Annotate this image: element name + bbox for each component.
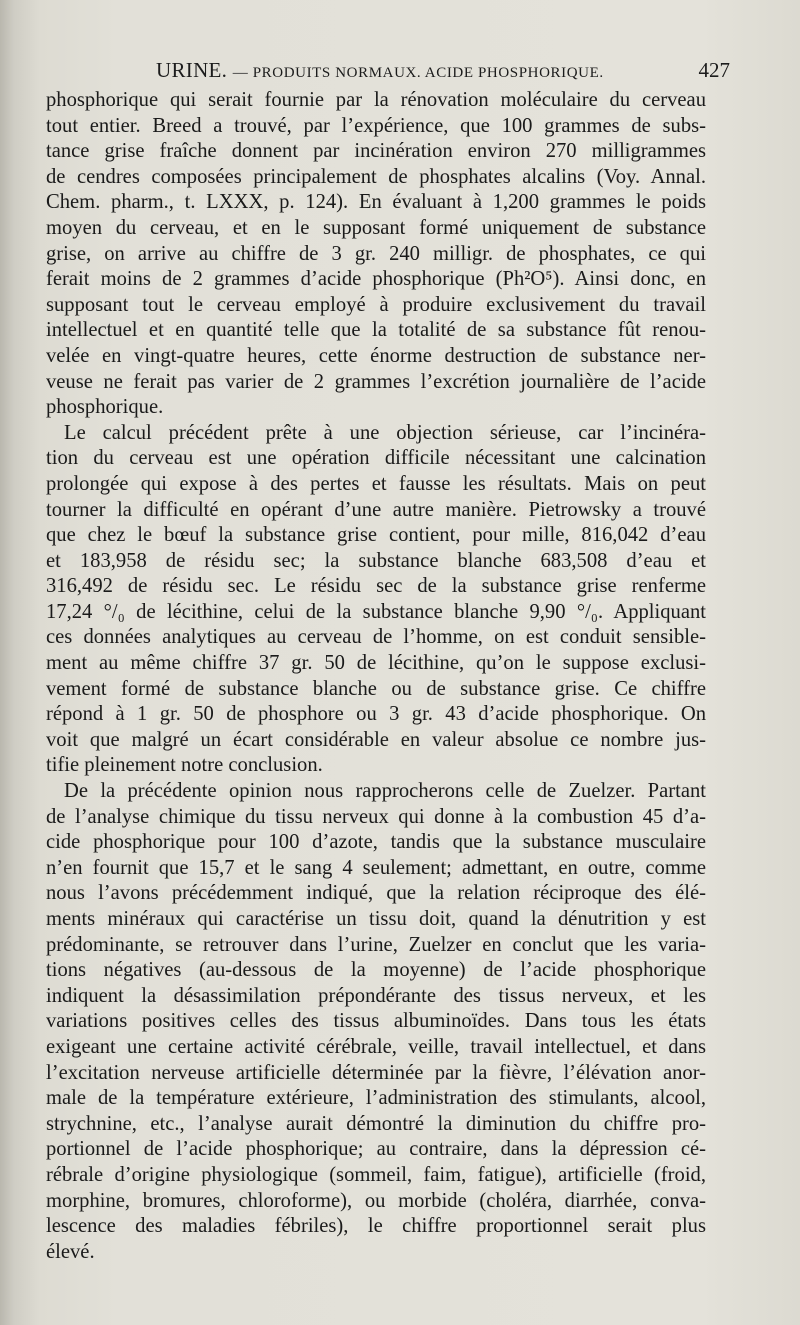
text-line: variations positives celles des tissus albuminoïdes. Dans tous les états — [46, 1010, 706, 1033]
text-line: ces données analytiques au cerveau de l’homme, on est conduit sensible- — [46, 626, 706, 649]
text-line: indiquent la désassimilation prépondérante des tissus nerveux, et les — [46, 984, 706, 1007]
text-line: veuse ne ferait pas varier de 2 grammes l’excrétion journalière de l’acide — [46, 370, 706, 393]
text-line: tion du cerveau est une opération difficile nécessitant une calcination — [46, 447, 706, 470]
text-line: prolongée qui expose à des pertes et fausse les résultats. Mais on peut — [46, 472, 706, 495]
text-line: tance grise fraîche donnent par incinération environ 270 milligrammes — [46, 140, 706, 163]
text-line: de l’analyse chimique du tissu nerveux qui donne à la combustion 45 d’a- — [46, 805, 706, 828]
text-line: portionnel de l’acide phosphorique; au contraire, dans la dépression cé- — [46, 1138, 706, 1161]
running-title — [156, 58, 604, 83]
text-line: n’en fournit que 15,7 et le sang 4 seulement; admettant, en outre, comme — [46, 856, 706, 879]
text-line: male de la température extérieure, l’administration des stimulants, alcool, — [46, 1087, 706, 1110]
text-line: nous l’avons précédemment indiqué, que la relation réciproque des élé- — [46, 882, 706, 905]
text-line: ments minéraux qui caractérise un tissu doit, quand la dénutrition y est — [46, 908, 706, 930]
running-title-main: URINE. — [156, 58, 228, 82]
text-line: de cendres composées principalement de phosphates alcalins (Voy. Annal. — [46, 165, 706, 188]
text-line: 17,24 °/₀ de lécithine, celui de la substance blanche 9,90 °/₀. Appliquant — [46, 600, 706, 623]
text-line: strychnine, etc., l’analyse aurait démontré la diminution du chiffre pro- — [46, 1112, 706, 1135]
text-line: ferait moins de 2 grammes d’acide phosphorique (Ph²O⁵). Ainsi donc, en — [46, 268, 706, 291]
text-line: tourner la difficulté en opérant d’une autre manière. Pietrowsky a trouvé — [46, 498, 706, 521]
text-line: moyen du cerveau, et en le supposant formé uniquement de substance — [46, 216, 706, 239]
text-line: voit que malgré un écart considérable en valeur absolue ce nombre jus- — [46, 728, 706, 751]
text-line: élevé. — [46, 1240, 95, 1263]
text-line: grise, on arrive au chiffre de 3 gr. 240 milligr. de phosphates, ce qui — [46, 242, 706, 265]
text-line: prédominante, se retrouver dans l’urine, Zuelzer en conclut que les varia- — [46, 933, 706, 956]
text-line: l’excitation nerveuse artificielle déterminée par la fièvre, l’élévation anor- — [46, 1061, 706, 1084]
text-line: exigeant une certaine activité cérébrale, veille, travail intellectuel, et dans — [46, 1035, 706, 1058]
text-line: supposant tout le cerveau employé à produire exclusivement du travail — [46, 293, 706, 316]
text-line: phosphorique. — [46, 396, 164, 419]
running-title-rest: — PRODUITS NORMAUX. ACIDE PHOSPHORIQUE. — [232, 65, 604, 81]
text-line: Le calcul précédent prête à une objection sérieuse, car l’incinéra- — [64, 421, 706, 444]
text-line: répond à 1 gr. 50 de phosphore ou 3 gr. 43 d’acide phosphorique. On — [46, 703, 706, 726]
text-line: Chem. pharm., t. LXXX, p. 124). En évaluant à 1,200 grammes le poids — [46, 191, 706, 214]
text-line: intellectuel et en quantité telle que la totalité de sa substance fût renou- — [46, 319, 706, 342]
text-line: et 183,958 de résidu sec; la substance blanche 683,508 d’eau et — [46, 549, 706, 572]
body-text — [46, 88, 706, 1265]
text-line: phosphorique qui serait fournie par la rénovation moléculaire du cerveau — [46, 89, 706, 111]
text-line: 316,492 de résidu sec. Le résidu sec de la substance grise renferme — [46, 575, 706, 598]
text-line: De la précédente opinion nous rapprocherons celle de Zuelzer. Partant — [64, 780, 706, 803]
text-line: rébrale d’origine physiologique (sommeil, faim, fatigue), artificielle (froid, — [46, 1163, 706, 1186]
text-line: tions négatives (au-dessous de la moyenne) de l’acide phosphorique — [46, 959, 706, 982]
text-line: lescence des maladies fébriles), le chiffre proportionnel serait plus — [46, 1215, 706, 1238]
text-line: tifie pleinement notre conclusion. — [46, 754, 323, 777]
page-number: 427 — [698, 58, 730, 82]
text-line: vement formé de substance blanche ou de substance grise. Ce chiffre — [46, 677, 706, 700]
text-line: tout entier. Breed a trouvé, par l’expérience, que 100 grammes de subs- — [46, 114, 706, 137]
text-line: cide phosphorique pour 100 d’azote, tandis que la substance musculaire — [46, 831, 706, 854]
text-line: ment au même chiffre 37 gr. 50 de lécithine, qu’on le suppose exclusi- — [46, 652, 706, 675]
running-header — [46, 58, 730, 86]
text-line: morphine, bromures, chloroforme), ou morbide (choléra, diarrhée, conva- — [46, 1189, 706, 1212]
text-line: velée en vingt-quatre heures, cette énorme destruction de substance ner- — [46, 344, 706, 367]
text-line: que chez le bœuf la substance grise contient, pour mille, 816,042 d’eau — [46, 524, 706, 547]
